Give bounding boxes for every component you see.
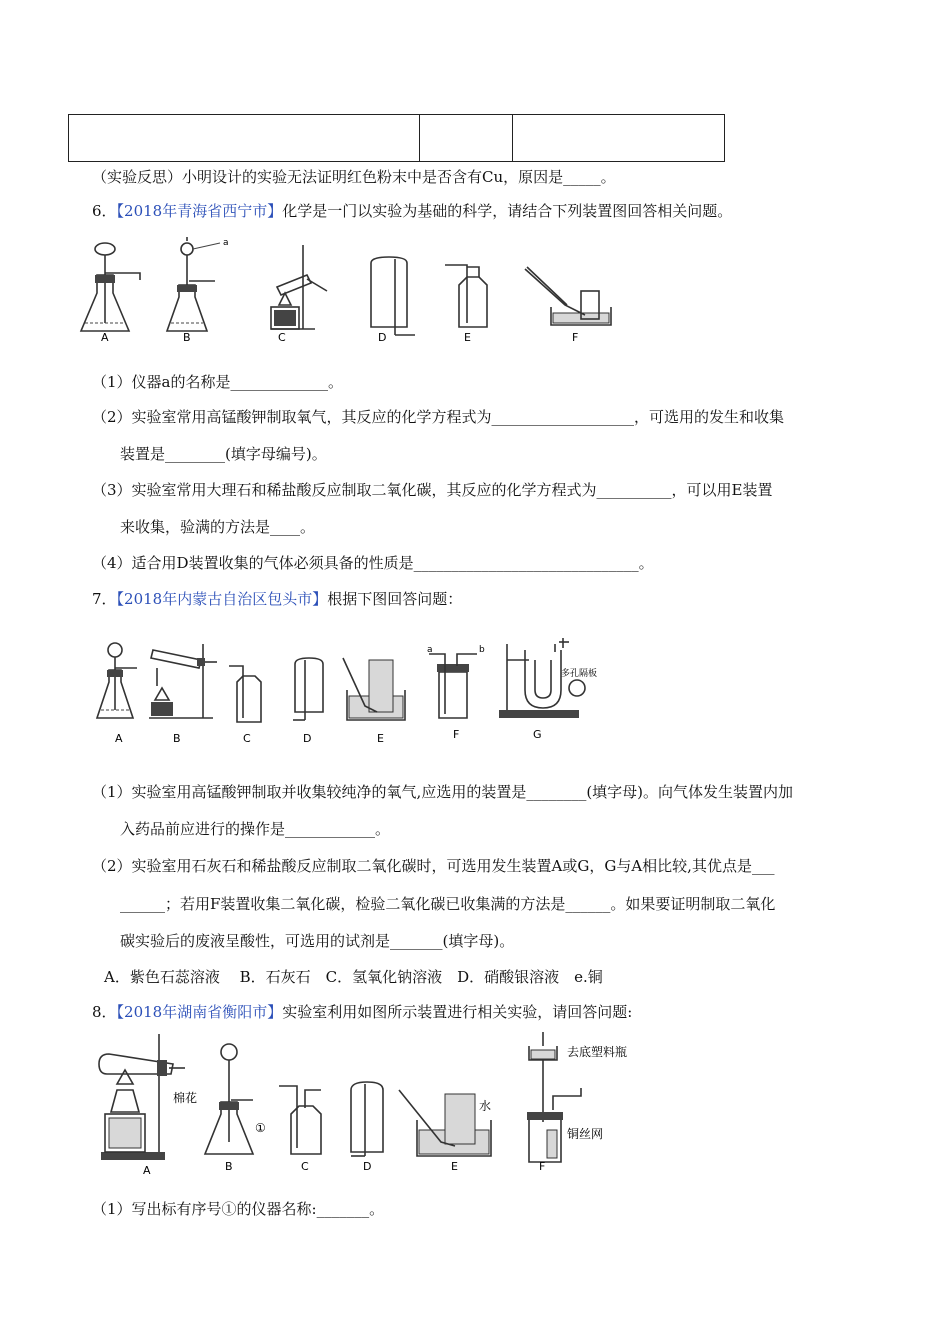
- fig-label: A: [115, 732, 123, 745]
- fig-label: A: [143, 1164, 151, 1177]
- q7-apparatus-figure: [93, 630, 613, 745]
- q7-part-1-line-1: （1）实验室用高锰酸钾制取并收集较纯净的氧气,应选用的装置是________(填字母)。向气体发生装置内加: [92, 783, 794, 801]
- fig-label: A: [101, 331, 109, 344]
- fig-label: D: [303, 732, 312, 745]
- table-cell: [513, 115, 725, 162]
- instrument-a-marker: a: [223, 238, 229, 248]
- question-number: 7．: [92, 590, 117, 608]
- question-6-heading: [92, 200, 732, 221]
- fig-label: B: [173, 732, 181, 745]
- q7-options: A．紫色石蕊溶液 B．石灰石 C．氢氧化钠溶液 D．硝酸银溶液 e.铜: [104, 968, 603, 986]
- mesh-label: 铜丝网: [567, 1127, 604, 1141]
- q6-apparatus-d: [371, 257, 415, 335]
- q7-apparatus-b: [149, 644, 217, 718]
- q8-part-1: （1）写出标有序号①的仪器名称:_______。: [92, 1200, 385, 1218]
- q7-apparatus-f: [429, 654, 477, 718]
- question-source: 【2018年青海省西宁市】: [116, 202, 283, 220]
- q6-apparatus-figure: [75, 235, 635, 345]
- question-8-heading: [92, 1001, 632, 1022]
- fig-label: B: [225, 1160, 233, 1173]
- q7-part-1-line-2: 入药品前应进行的操作是____________。: [120, 820, 391, 838]
- q8-apparatus-e: [399, 1090, 491, 1156]
- port-a-label: a: [427, 645, 433, 655]
- fig-label: B: [183, 331, 191, 344]
- q8-apparatus-d: [351, 1082, 383, 1156]
- table-cell: [420, 115, 513, 162]
- q6-apparatus-e: [445, 265, 487, 327]
- question-source: 【2018年湖南省衡阳市】: [116, 1003, 283, 1021]
- fig-label: F: [572, 331, 579, 344]
- water-label: 水: [479, 1099, 492, 1113]
- q7-part-2-line-2: ______；若用F装置收集二氧化碳，检验二氧化碳已收集满的方法是______。如果要证明制取二氧化: [120, 895, 776, 913]
- q7-apparatus-a: [97, 643, 137, 718]
- question-number: 6．: [92, 202, 117, 220]
- question-stem: 根据下图回答问题：: [327, 590, 463, 608]
- instrument-1-marker: ①: [255, 1121, 266, 1135]
- q7-apparatus-e: [343, 658, 405, 720]
- port-b-label: b: [479, 645, 485, 655]
- porous-board-label: 多孔隔板: [561, 669, 598, 679]
- fig-label: E: [377, 732, 384, 745]
- q6-part-1: （1）仪器a的名称是_____________。: [92, 373, 343, 391]
- q7-part-2-line-3: 碳实验后的废液呈酸性，可选用的试剂是_______(填字母)。: [120, 932, 515, 950]
- q6-part-2-line-1: （2）实验室常用高锰酸钾制取氧气，其反应的化学方程式为___________________，可选用的发生和收集: [92, 408, 785, 426]
- q6-apparatus-a: [81, 243, 140, 331]
- q6-part-2-line-2: 装置是________(填字母编号)。: [120, 445, 327, 463]
- question-stem: 化学是一门以实验为基础的科学，请结合下列装置图回答相关问题。: [282, 202, 733, 220]
- question-source: 【2018年内蒙古自治区包头市】: [116, 590, 328, 608]
- q7-apparatus-c: [229, 666, 261, 722]
- question-stem: 实验室利用如图所示装置进行相关实验，请回答问题:: [282, 1003, 633, 1021]
- q6-part-3-line-1: （3）实验室常用大理石和稀盐酸反应制取二氧化碳，其反应的化学方程式为__________，可以用E装置: [92, 481, 773, 499]
- fig-label: C: [301, 1160, 309, 1173]
- bottle-label: 去底塑料瓶: [567, 1045, 628, 1059]
- fig-label: F: [539, 1160, 546, 1173]
- table-cell: [69, 115, 420, 162]
- fig-label: G: [533, 728, 542, 741]
- question-number: 8．: [92, 1003, 117, 1021]
- q8-apparatus-figure: [95, 1030, 655, 1175]
- fig-label: D: [363, 1160, 372, 1173]
- cotton-label: 棉花: [173, 1091, 198, 1105]
- question-7-heading: [92, 588, 462, 609]
- fig-label: D: [378, 331, 387, 344]
- q6-apparatus-c: [271, 245, 327, 329]
- fig-label: C: [243, 732, 251, 745]
- q6-apparatus-f: [525, 267, 611, 325]
- q8-apparatus-b: [205, 1044, 253, 1154]
- result-table-bottom-row: [68, 114, 725, 162]
- q6-part-4: （4）适合用D装置收集的气体必须具备的性质是______________________________。: [92, 554, 654, 572]
- fig-label: E: [451, 1160, 458, 1173]
- fig-label: F: [453, 728, 460, 741]
- q7-part-2-line-1: （2）实验室用石灰石和稀盐酸反应制取二氧化碳时，可选用发生装置A或G，G与A相比较,其优点是___: [92, 857, 775, 875]
- q6-apparatus-b: [167, 237, 220, 331]
- q8-apparatus-c: [279, 1086, 321, 1154]
- q7-apparatus-d: [293, 658, 323, 720]
- fig-label: C: [278, 331, 286, 344]
- reflection-text: （实验反思）小明设计的实验无法证明红色粉末中是否含有Cu，原因是_____。: [92, 168, 616, 186]
- fig-label: E: [464, 331, 471, 344]
- q6-part-3-line-2: 来收集，验满的方法是____。: [120, 518, 316, 536]
